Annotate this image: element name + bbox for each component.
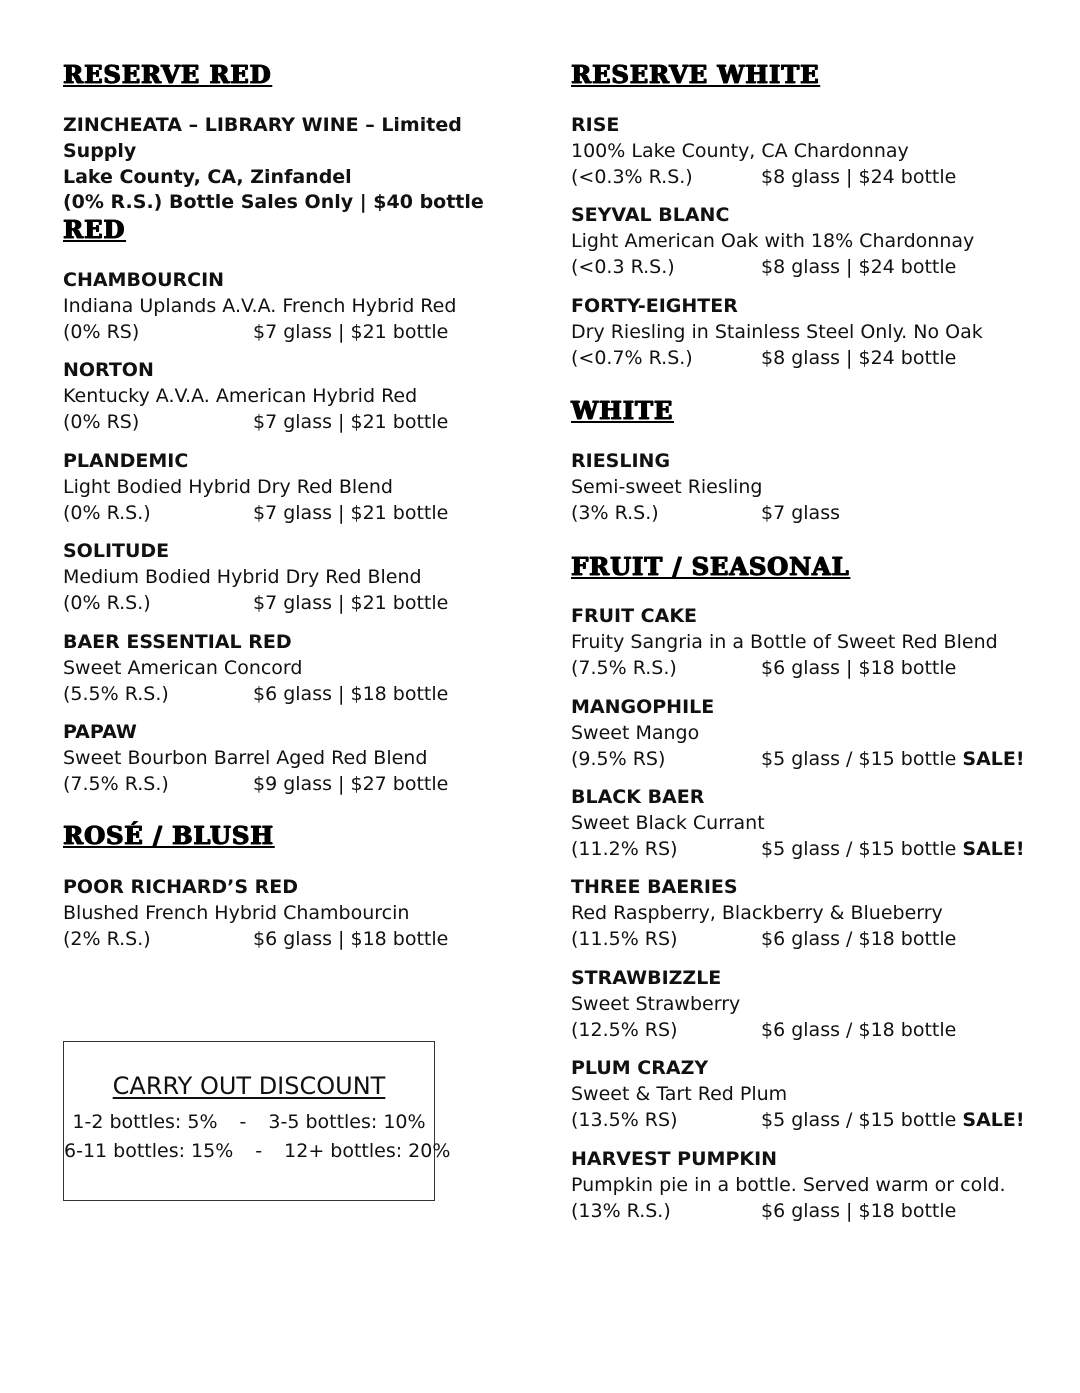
wine-price: $6 glass | $18 bottle — [761, 1199, 957, 1222]
wine-residual-sugar: (2% R.S.) — [63, 927, 151, 950]
sale-badge: SALE! — [962, 747, 1025, 770]
wine-price: $7 glass | $21 bottle — [253, 410, 449, 433]
wine-residual-sugar: (12.5% RS) — [571, 1018, 678, 1041]
wine-residual-sugar: (7.5% R.S.) — [63, 772, 169, 795]
wine-residual-sugar: (0% R.S.) — [63, 591, 151, 614]
wine-entry — [571, 449, 1051, 526]
wine-name: CHAMBOURCIN — [63, 269, 225, 291]
wine-residual-sugar: (5.5% R.S.) — [63, 682, 169, 705]
wine-entry — [571, 203, 1051, 280]
section-heading-white: WHITE — [571, 396, 674, 425]
discount-separator: - — [255, 1140, 263, 1162]
wine-entry — [63, 630, 503, 707]
wine-price-line — [63, 320, 503, 346]
wine-entry — [63, 358, 503, 435]
wine-price: $6 glass / $18 bottle — [761, 1018, 957, 1041]
wine-description: Sweet & Tart Red Plum — [571, 1082, 788, 1105]
wine-price-line — [571, 1018, 1051, 1044]
wine-description: Lake County, CA, Zinfandel — [63, 165, 352, 188]
wine-name: BAER ESSENTIAL RED — [63, 631, 292, 653]
wine-price: $7 glass — [761, 501, 840, 524]
wine-price: $7 glass | $21 bottle — [253, 501, 449, 524]
wine-entry — [571, 294, 1051, 371]
section-heading-rose-blush: ROSÉ / BLUSH — [63, 821, 274, 850]
wine-price-line — [63, 682, 503, 708]
wine-residual-sugar: (3% R.S.) — [571, 501, 659, 524]
wine-entry — [63, 539, 503, 616]
wine-entry — [63, 113, 503, 216]
wine-entry — [571, 1056, 1051, 1133]
wine-entry — [63, 875, 503, 952]
discount-tier: 1-2 bottles: 5% — [72, 1111, 218, 1133]
wine-description: Kentucky A.V.A. American Hybrid Red — [63, 384, 418, 407]
wine-residual-sugar: (13% R.S.) — [571, 1199, 671, 1222]
wine-price-line — [63, 190, 503, 216]
wine-price-line — [63, 772, 503, 798]
wine-price-line — [63, 927, 503, 953]
wine-price-line — [571, 1199, 1051, 1225]
wine-description: Light Bodied Hybrid Dry Red Blend — [63, 475, 393, 498]
section-heading-reserve-white: RESERVE WHITE — [571, 60, 820, 89]
wine-description: Sweet Strawberry — [571, 992, 741, 1015]
wine-name: SOLITUDE — [63, 540, 170, 562]
wine-price: $8 glass | $24 bottle — [761, 165, 957, 188]
wine-price: $7 glass | $21 bottle — [253, 320, 449, 343]
wine-entry — [571, 113, 1051, 190]
wine-residual-sugar: (7.5% R.S.) — [571, 656, 677, 679]
wine-name: PLANDEMIC — [63, 450, 189, 472]
wine-price: $6 glass | $18 bottle — [253, 682, 449, 705]
discount-tier: 12+ bottles: 20% — [284, 1140, 451, 1162]
wine-name: ZINCHEATA – LIBRARY WINE – Limited Supply — [63, 114, 462, 162]
wine-description: Medium Bodied Hybrid Dry Red Blend — [63, 565, 422, 588]
wine-price: $8 glass | $24 bottle — [761, 255, 957, 278]
wine-price-line — [571, 501, 1051, 527]
wine-entry — [571, 785, 1051, 862]
wine-description: Pumpkin pie in a bottle. Served warm or cold. — [571, 1173, 1006, 1196]
wine-price-line — [571, 255, 1051, 281]
wine-name: BLACK BAER — [571, 786, 705, 808]
wine-residual-sugar: (0% R.S.) — [63, 501, 151, 524]
wine-price: $5 glass / $15 bottle — [761, 747, 957, 770]
wine-price-line — [63, 410, 503, 436]
wine-entry — [63, 449, 503, 526]
wine-price-line — [571, 837, 1051, 863]
wine-name: RIESLING — [571, 450, 671, 472]
wine-description: Dry Riesling in Stainless Steel Only. No Oak — [571, 320, 983, 343]
wine-price-line — [63, 501, 503, 527]
wine-description: Sweet Mango — [571, 721, 700, 744]
wine-name: SEYVAL BLANC — [571, 204, 730, 226]
wine-name: FRUIT CAKE — [571, 605, 698, 627]
sale-badge: SALE! — [962, 837, 1025, 860]
wine-entry — [571, 604, 1051, 681]
wine-name: STRAWBIZZLE — [571, 967, 722, 989]
wine-name: PLUM CRAZY — [571, 1057, 709, 1079]
wine-price: $5 glass / $15 bottle — [761, 1108, 957, 1131]
wine-description: Light American Oak with 18% Chardonnay — [571, 229, 975, 252]
wine-price: $6 glass / $18 bottle — [761, 927, 957, 950]
wine-description: 100% Lake County, CA Chardonnay — [571, 139, 909, 162]
wine-residual-sugar: (0% RS) — [63, 410, 140, 433]
discount-tier: 6-11 bottles: 15% — [64, 1140, 234, 1162]
discount-row — [64, 1108, 434, 1137]
wine-price-line — [571, 1108, 1051, 1134]
wine-description: Sweet American Concord — [63, 656, 303, 679]
wine-name: RISE — [571, 114, 620, 136]
wine-price-line — [571, 927, 1051, 953]
wine-price-line — [63, 591, 503, 617]
wine-price: Bottle Sales Only | $40 bottle — [169, 191, 484, 214]
wine-name: THREE BAERIES — [571, 876, 738, 898]
section-heading-reserve-red: RESERVE RED — [63, 60, 272, 89]
wine-residual-sugar: (11.5% RS) — [571, 927, 678, 950]
wine-name: FORTY-EIGHTER — [571, 295, 738, 317]
wine-residual-sugar: (<0.3% R.S.) — [571, 165, 693, 188]
wine-residual-sugar: (<0.3 R.S.) — [571, 255, 675, 278]
wine-price-line — [571, 656, 1051, 682]
discount-row — [64, 1137, 451, 1166]
wine-entry — [571, 695, 1051, 772]
wine-entry — [571, 1147, 1051, 1224]
section-heading-red: RED — [63, 215, 126, 244]
wine-description: Blushed French Hybrid Chambourcin — [63, 901, 410, 924]
wine-description: Semi-sweet Riesling — [571, 475, 763, 498]
wine-price: $7 glass | $21 bottle — [253, 591, 449, 614]
wine-name: PAPAW — [63, 721, 137, 743]
wine-entry — [63, 720, 503, 797]
wine-description: Red Raspberry, Blackberry & Blueberry — [571, 901, 943, 924]
discount-title: CARRY OUT DISCOUNT — [112, 1072, 386, 1100]
discount-tier: 3-5 bottles: 10% — [268, 1111, 426, 1133]
wine-name: MANGOPHILE — [571, 696, 715, 718]
wine-description: Sweet Bourbon Barrel Aged Red Blend — [63, 746, 428, 769]
wine-description: Sweet Black Currant — [571, 811, 765, 834]
wine-residual-sugar: (11.2% RS) — [571, 837, 678, 860]
wine-residual-sugar: (13.5% RS) — [571, 1108, 678, 1131]
wine-entry — [571, 875, 1051, 952]
carry-out-discount-box — [63, 1041, 451, 1201]
wine-price-line — [571, 346, 1051, 372]
wine-price-line — [571, 747, 1051, 773]
wine-entry — [63, 268, 503, 345]
sale-badge: SALE! — [962, 1108, 1025, 1131]
wine-entry — [571, 966, 1051, 1043]
wine-name: POOR RICHARD’S RED — [63, 876, 299, 898]
wine-residual-sugar: (0% R.S.) — [63, 191, 163, 214]
wine-price: $5 glass / $15 bottle — [761, 837, 957, 860]
wine-residual-sugar: (<0.7% R.S.) — [571, 346, 693, 369]
discount-separator: - — [239, 1111, 247, 1133]
wine-description: Indiana Uplands A.V.A. French Hybrid Red — [63, 294, 457, 317]
wine-description: Fruity Sangria in a Bottle of Sweet Red Blend — [571, 630, 998, 653]
wine-price: $8 glass | $24 bottle — [761, 346, 957, 369]
wine-residual-sugar: (9.5% RS) — [571, 747, 666, 770]
wine-price: $9 glass | $27 bottle — [253, 772, 449, 795]
wine-name: NORTON — [63, 359, 154, 381]
wine-residual-sugar: (0% RS) — [63, 320, 140, 343]
wine-name: HARVEST PUMPKIN — [571, 1148, 778, 1170]
wine-price-line — [571, 165, 1051, 191]
section-heading-fruit-seasonal: FRUIT / SEASONAL — [571, 552, 850, 581]
wine-price: $6 glass | $18 bottle — [761, 656, 957, 679]
wine-price: $6 glass | $18 bottle — [253, 927, 449, 950]
